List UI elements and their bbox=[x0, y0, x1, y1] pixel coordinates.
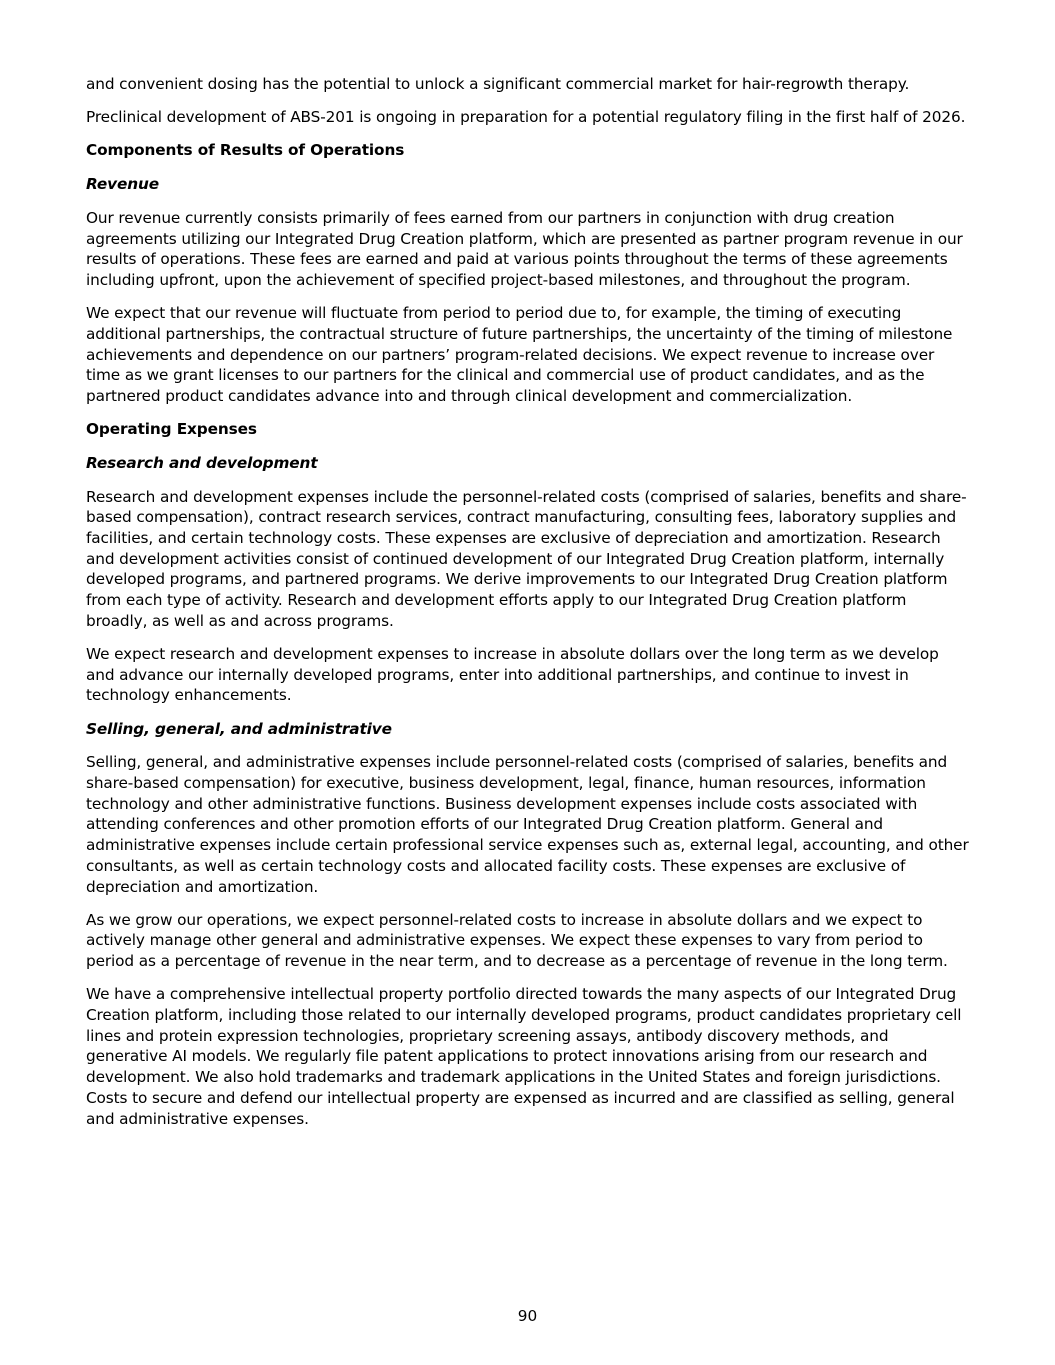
paragraph-abs-201: Preclinical development of ABS-201 is ongoing in preparation for a potential regulatory filing in the first half of 2026. bbox=[86, 108, 966, 127]
paragraph-sga-expenses: Selling, general, and administrative expenses include personnel-related costs (comprised of salaries, benefits and share-based compensation) for executive, business development, legal, finance, human resources, information technology and other administrative functions. Business development expenses include costs associated with attending conferences and other promotion efforts of our Integrated Drug Creation platform. General and administrative expenses include certain professional service expenses such as, external legal, accounting, and other consultants, as well as certain technology costs and allocated facility costs. These expenses are exclusive of depreciation and amortization. bbox=[86, 753, 969, 896]
paragraph-rd-expenses: Research and development expenses include the personnel-related costs (comprised of salaries, benefits and share-based compensation), contract research services, contract manufacturing, consulting fees, laboratory supplies and facilities, and certain technology costs. These expenses are exclusive of depreciation and amortization. Research and development activities consist of continued development of our Integrated Drug Creation platform, internally developed programs, and partnered programs. We derive improvements to our Integrated Drug Creation platform from each type of activity. Research and development efforts apply to our Integrated Drug Creation platform broadly, as well as and across programs. bbox=[86, 487, 967, 630]
document-body bbox=[86, 74, 971, 1142]
paragraph-revenue-expectations: We expect that our revenue will fluctuate from period to period due to, for example, the timing of executing additional partnerships, the contractual structure of future partnerships, the uncertainty of the timing of milestone achievements and dependence on our partners’ program-related decisions. We expect revenue to increase over time as we grant licenses to our partners for the clinical and commercial use of product candidates, and as the partnered product candidates advance into and through clinical development and commercialization. bbox=[86, 304, 953, 405]
paragraph-rd-expectations: We expect research and development expenses to increase in absolute dollars over the long term as we develop and advance our internally developed programs, enter into additional partnerships, and continue to invest in technology enhancements. bbox=[86, 644, 939, 705]
subheading-revenue: Revenue bbox=[86, 175, 160, 194]
heading-components-of-results: Components of Results of Operations bbox=[86, 141, 405, 160]
paragraph-hair-regrowth: and convenient dosing has the potential to unlock a significant commercial market for hair-regrowth therapy. bbox=[86, 75, 910, 93]
page-number: 90 bbox=[517, 1307, 538, 1325]
paragraph-sga-expectations: As we grow our operations, we expect personnel-related costs to increase in absolute dollars and we expect to actively manage other general and administrative expenses. We expect these expenses to vary from period to period as a percentage of revenue in the near term, and to decrease as a percentage of revenue in the long term. bbox=[86, 910, 948, 971]
subheading-selling-general-administrative: Selling, general, and administrative bbox=[86, 719, 392, 738]
paragraph-intellectual-property: We have a comprehensive intellectual property portfolio directed towards the many aspects of our Integrated Drug Creation platform, including those related to our internally developed programs, product candidates proprietary cell lines and protein expression technologies, proprietary screening assays, antibody discovery methods, and generative AI models. We regularly file patent applications to protect innovations arising from our research and development. We also hold trademarks and trademark applications in the United States and foreign jurisdictions. Costs to secure and defend our intellectual property are expensed as incurred and are classified as selling, general and administrative expenses. bbox=[86, 985, 962, 1128]
paragraph-revenue-composition: Our revenue currently consists primarily of fees earned from our partners in conjunction with drug creation agreements utilizing our Integrated Drug Creation platform, which are presented as partner program revenue in our results of operations. These fees are earned and paid at various points throughout the terms of these agreements including upfront, upon the achievement of specified project-based milestones, and throughout the program. bbox=[86, 208, 963, 289]
subheading-research-and-development: Research and development bbox=[86, 453, 318, 472]
heading-operating-expenses: Operating Expenses bbox=[86, 420, 257, 439]
